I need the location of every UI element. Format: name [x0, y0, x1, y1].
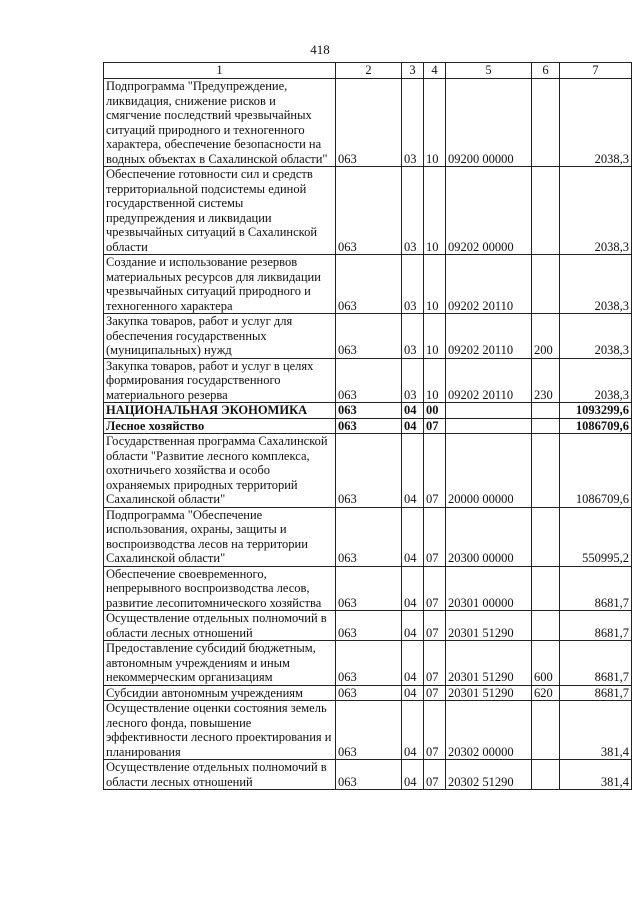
amount: 381,4 [560, 760, 632, 790]
header-row [104, 63, 632, 79]
row-name: Лесное хозяйство [104, 418, 336, 434]
header-col-5: 5 [446, 63, 532, 79]
subsection-code: 07 [424, 641, 446, 686]
subsection-code: 10 [424, 79, 446, 167]
amount: 1093299,6 [560, 403, 632, 419]
target-article-code [446, 403, 532, 419]
table-row [104, 434, 632, 508]
chapter-code: 063 [336, 685, 402, 701]
expense-type-code: 230 [532, 358, 560, 403]
row-name: Осуществление оценки состояния земель лесного фонда, повышение эффективности лесного проектирования и планирования [104, 701, 336, 760]
subsection-code: 07 [424, 685, 446, 701]
table-row [104, 79, 632, 167]
expense-type-code [532, 760, 560, 790]
table-row [104, 611, 632, 641]
amount: 8681,7 [560, 685, 632, 701]
chapter-code: 063 [336, 566, 402, 611]
table-row [104, 685, 632, 701]
amount: 2038,3 [560, 255, 632, 314]
amount: 1086709,6 [560, 418, 632, 434]
chapter-code: 063 [336, 507, 402, 566]
chapter-code: 063 [336, 641, 402, 686]
chapter-code: 063 [336, 418, 402, 434]
expense-type-code [532, 255, 560, 314]
row-name: Создание и использование резервов материальных ресурсов для ликвидации чрезвычайных ситуаций природного и техногенного характера [104, 255, 336, 314]
target-article-code: 20300 00000 [446, 507, 532, 566]
header-col-1: 1 [104, 63, 336, 79]
amount: 2038,3 [560, 79, 632, 167]
expense-type-code [532, 418, 560, 434]
amount: 550995,2 [560, 507, 632, 566]
header-col-2: 2 [336, 63, 402, 79]
chapter-code: 063 [336, 314, 402, 359]
row-name: Закупка товаров, работ и услуг для обеспечения государственных (муниципальных) нужд [104, 314, 336, 359]
row-name: Закупка товаров, работ и услуг в целях формирования государственного материального резерва [104, 358, 336, 403]
header-col-3: 3 [402, 63, 424, 79]
chapter-code: 063 [336, 403, 402, 419]
expense-type-code [532, 79, 560, 167]
section-code: 04 [402, 418, 424, 434]
section-code: 04 [402, 566, 424, 611]
subsection-code: 07 [424, 418, 446, 434]
section-code: 04 [402, 701, 424, 760]
chapter-code: 063 [336, 79, 402, 167]
row-name: Обеспечение своевременного, непрерывного воспроизводства лесов, развитие лесопитомнического хозяйства [104, 566, 336, 611]
row-name: Осуществление отдельных полномочий в области лесных отношений [104, 760, 336, 790]
table-row [104, 314, 632, 359]
section-code: 04 [402, 507, 424, 566]
subsection-code: 10 [424, 167, 446, 255]
table-row [104, 507, 632, 566]
row-name: Осуществление отдельных полномочий в области лесных отношений [104, 611, 336, 641]
amount: 2038,3 [560, 314, 632, 359]
section-code: 03 [402, 314, 424, 359]
subsection-code: 00 [424, 403, 446, 419]
target-article-code: 09202 20110 [446, 358, 532, 403]
section-code: 04 [402, 760, 424, 790]
target-article-code: 09202 20110 [446, 255, 532, 314]
target-article-code: 09202 20110 [446, 314, 532, 359]
section-code: 04 [402, 685, 424, 701]
budget-table [103, 62, 632, 790]
target-article-code: 09202 00000 [446, 167, 532, 255]
chapter-code: 063 [336, 167, 402, 255]
target-article-code: 20301 51290 [446, 685, 532, 701]
subsection-code: 07 [424, 611, 446, 641]
subsection-code: 07 [424, 760, 446, 790]
target-article-code [446, 418, 532, 434]
section-code: 04 [402, 434, 424, 508]
subsection-code: 07 [424, 566, 446, 611]
subsection-code: 10 [424, 314, 446, 359]
expense-type-code [532, 434, 560, 508]
expense-type-code [532, 507, 560, 566]
target-article-code: 09200 00000 [446, 79, 532, 167]
expense-type-code [532, 566, 560, 611]
table-row [104, 760, 632, 790]
expense-type-code: 620 [532, 685, 560, 701]
section-code: 04 [402, 611, 424, 641]
subsection-code: 07 [424, 507, 446, 566]
target-article-code: 20301 00000 [446, 566, 532, 611]
section-code: 04 [402, 403, 424, 419]
table-row [104, 167, 632, 255]
table-row [104, 255, 632, 314]
chapter-code: 063 [336, 255, 402, 314]
section-code: 03 [402, 358, 424, 403]
table-row [104, 701, 632, 760]
amount: 1086709,6 [560, 434, 632, 508]
expense-type-code [532, 167, 560, 255]
target-article-code: 20301 51290 [446, 611, 532, 641]
subsection-code: 07 [424, 434, 446, 508]
table-row [104, 641, 632, 686]
target-article-code: 20302 00000 [446, 701, 532, 760]
amount: 8681,7 [560, 566, 632, 611]
section-code: 04 [402, 641, 424, 686]
row-name: Предоставление субсидий бюджетным, автономным учреждениям и иным некоммерческим организациям [104, 641, 336, 686]
expense-type-code: 600 [532, 641, 560, 686]
header-col-7: 7 [560, 63, 632, 79]
section-code: 03 [402, 255, 424, 314]
amount: 2038,3 [560, 167, 632, 255]
target-article-code: 20301 51290 [446, 641, 532, 686]
expense-type-code [532, 701, 560, 760]
chapter-code: 063 [336, 701, 402, 760]
expense-type-code [532, 611, 560, 641]
section-code: 03 [402, 167, 424, 255]
target-article-code: 20000 00000 [446, 434, 532, 508]
chapter-code: 063 [336, 434, 402, 508]
section-code: 03 [402, 79, 424, 167]
table-row [104, 566, 632, 611]
row-name: Государственная программа Сахалинской области "Развитие лесного комплекса, охотничьего хозяйства и особо охраняемых природных территорий Сахалинской области" [104, 434, 336, 508]
amount: 8681,7 [560, 611, 632, 641]
row-name: Обеспечение готовности сил и средств территориальной подсистемы единой государственной системы предупреждения и ликвидации чрезвычайных ситуаций в Сахалинской области [104, 167, 336, 255]
row-name: НАЦИОНАЛЬНАЯ ЭКОНОМИКА [104, 403, 336, 419]
subsection-code: 10 [424, 255, 446, 314]
row-name: Подпрограмма "Обеспечение использования, охраны, защиты и воспроизводства лесов на территории Сахалинской области" [104, 507, 336, 566]
expense-type-code [532, 403, 560, 419]
expense-type-code: 200 [532, 314, 560, 359]
row-name: Подпрограмма "Предупреждение, ликвидация, снижение рисков и смягчение последствий чрезвычайных ситуаций природного и техногенного характера, обеспечение безопасности на водных объектах в Сахалинской области" [104, 79, 336, 167]
subsection-code: 07 [424, 701, 446, 760]
row-name: Субсидии автономным учреждениям [104, 685, 336, 701]
header-col-4: 4 [424, 63, 446, 79]
table-row [104, 418, 632, 434]
table-row [104, 403, 632, 419]
page-number: 418 [310, 42, 330, 57]
amount: 381,4 [560, 701, 632, 760]
chapter-code: 063 [336, 760, 402, 790]
chapter-code: 063 [336, 611, 402, 641]
amount: 2038,3 [560, 358, 632, 403]
chapter-code: 063 [336, 358, 402, 403]
table-row [104, 358, 632, 403]
amount: 8681,7 [560, 641, 632, 686]
header-col-6: 6 [532, 63, 560, 79]
subsection-code: 10 [424, 358, 446, 403]
target-article-code: 20302 51290 [446, 760, 532, 790]
